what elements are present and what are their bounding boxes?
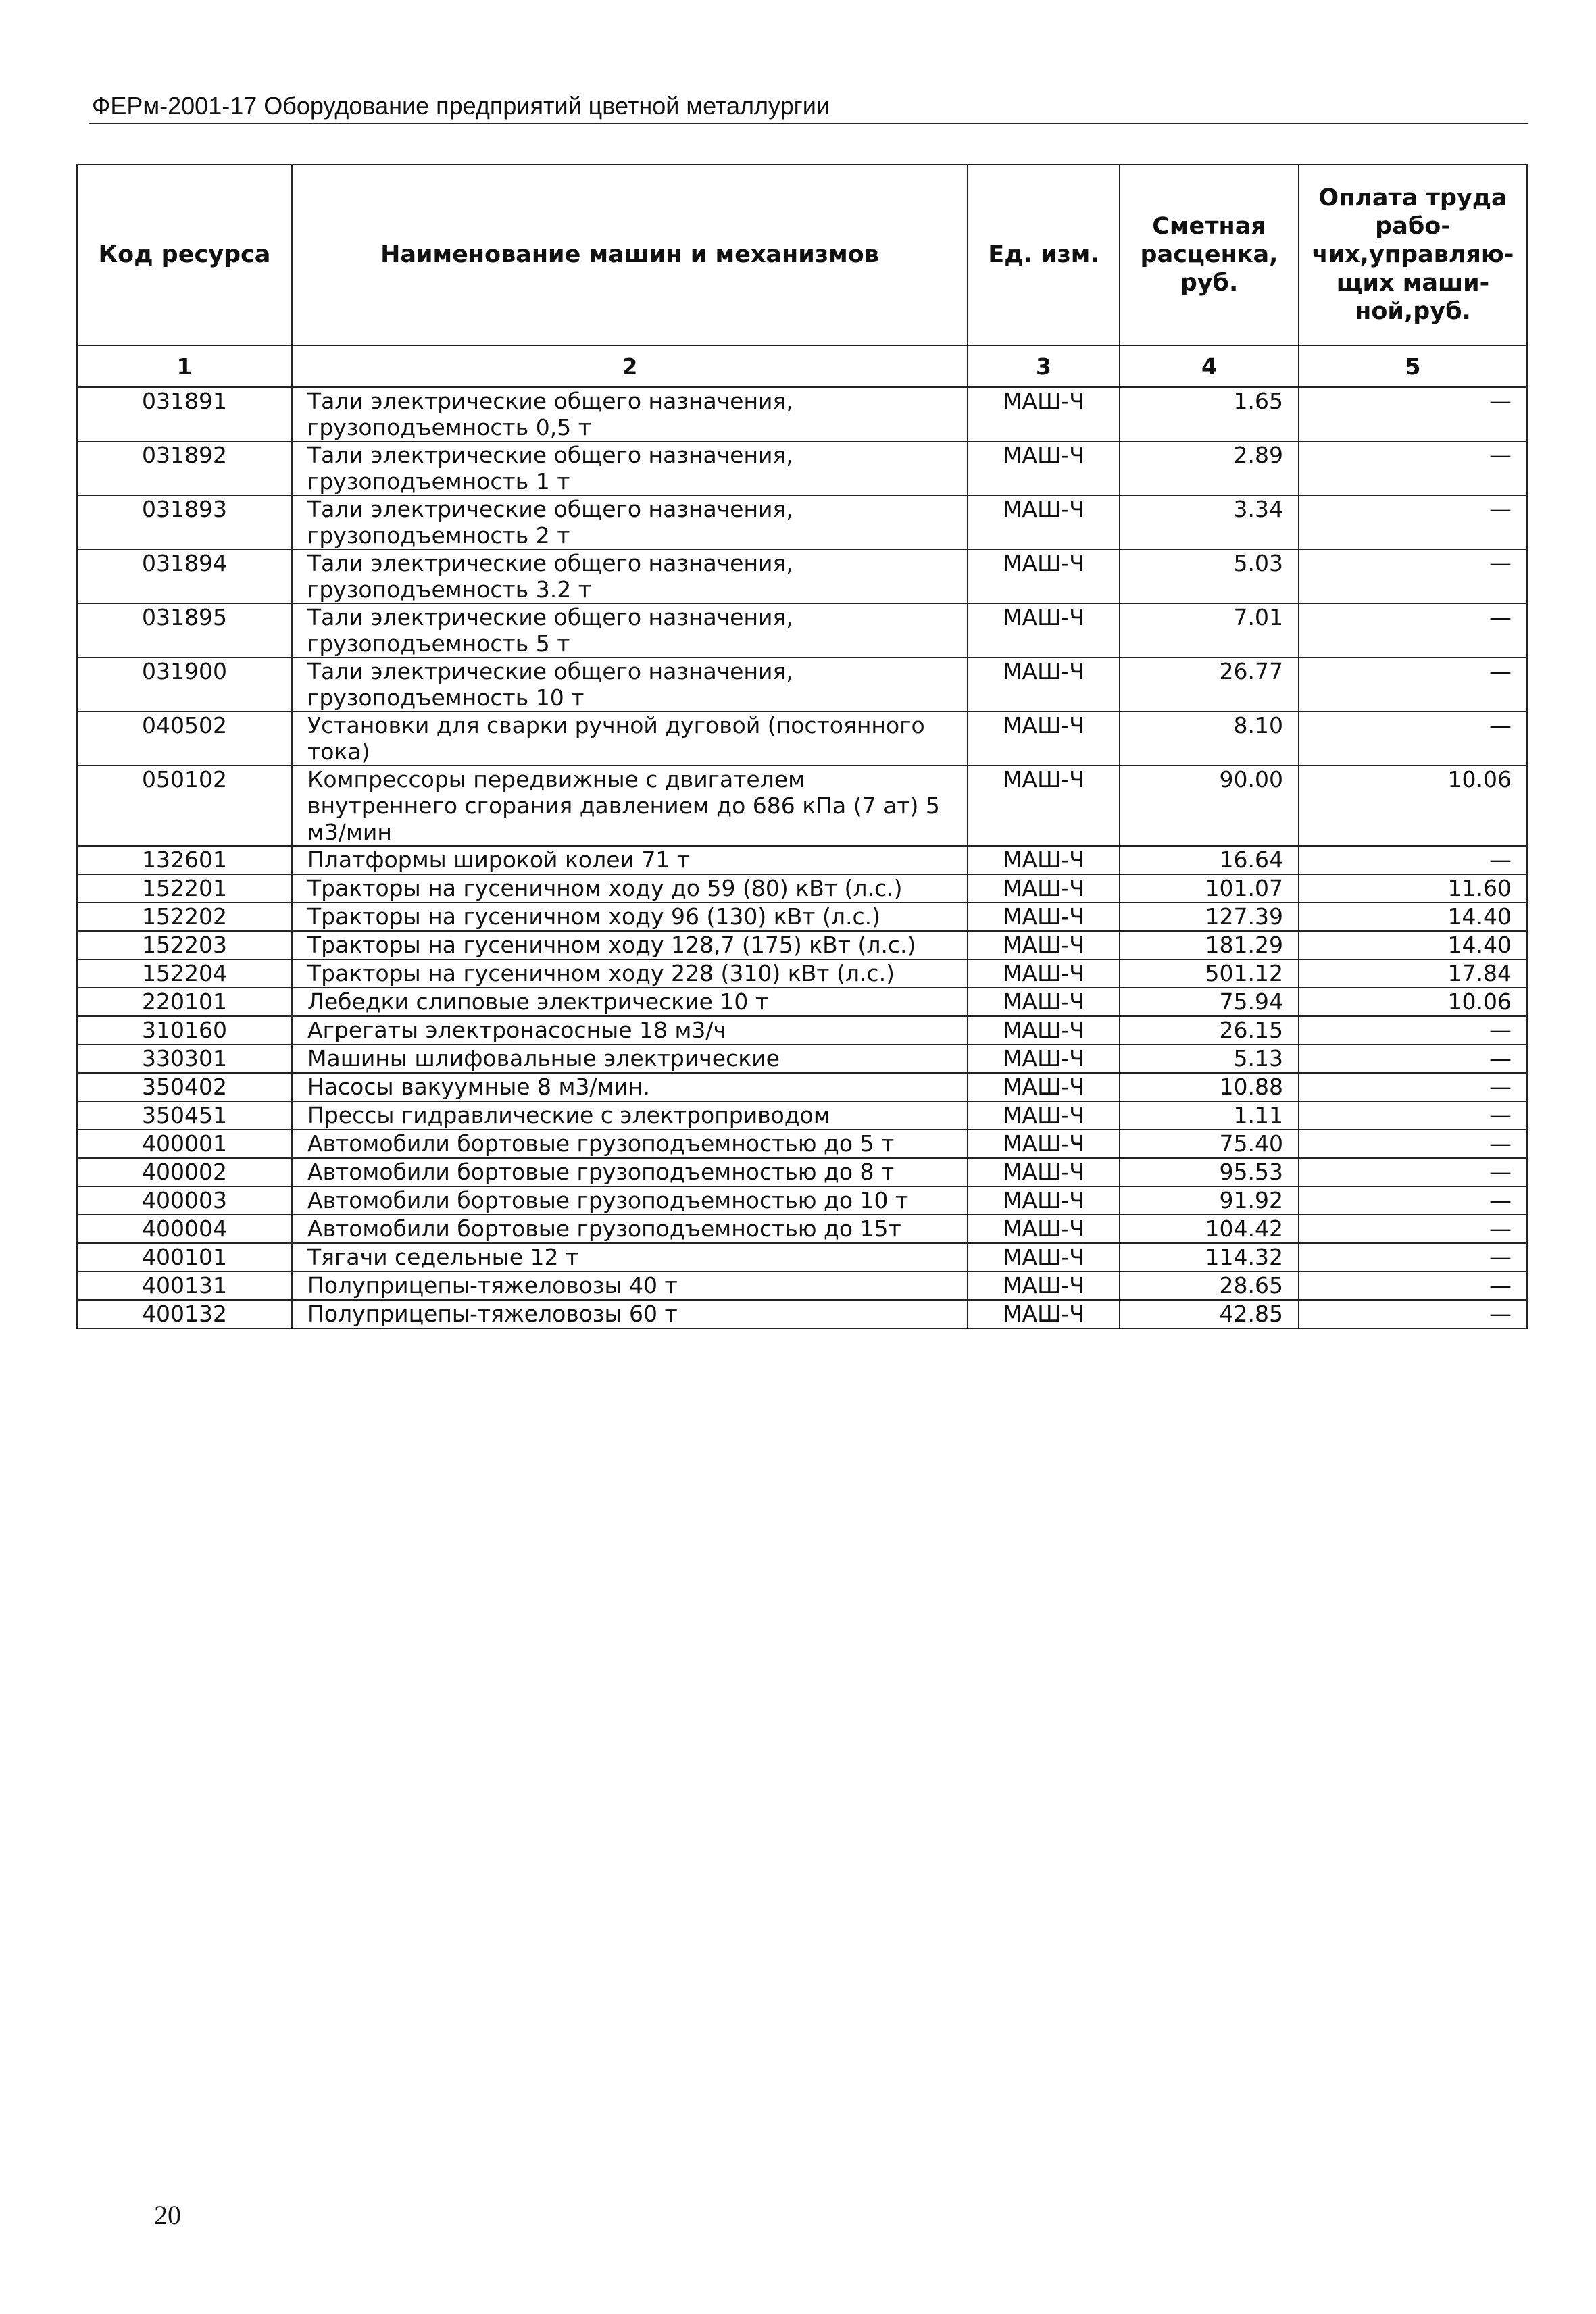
table-row bbox=[77, 846, 1527, 874]
resource-code-cell: 220101 bbox=[77, 988, 292, 1016]
labor-pay-cell: 10.06 bbox=[1299, 765, 1527, 846]
unit-cell: МАШ-Ч bbox=[968, 1045, 1120, 1073]
unit-cell: МАШ-Ч bbox=[968, 765, 1120, 846]
column-number: 3 bbox=[968, 345, 1120, 387]
unit-cell: МАШ-Ч bbox=[968, 549, 1120, 603]
labor-pay-cell: — bbox=[1299, 495, 1527, 549]
machine-name-cell: Установки для сварки ручной дуговой (постоянного тока) bbox=[292, 711, 968, 765]
machine-name-cell: Агрегаты электронасосные 18 м3/ч bbox=[292, 1016, 968, 1045]
table-row bbox=[77, 387, 1527, 441]
resource-code-cell: 031895 bbox=[77, 603, 292, 657]
unit-cell: МАШ-Ч bbox=[968, 603, 1120, 657]
table-row bbox=[77, 903, 1527, 931]
machine-name-cell: Автомобили бортовые грузоподъемностью до 8 т bbox=[292, 1158, 968, 1186]
price-cell: 91.92 bbox=[1120, 1186, 1299, 1215]
labor-pay-cell: — bbox=[1299, 1073, 1527, 1101]
table-row bbox=[77, 988, 1527, 1016]
machine-name-cell: Тали электрические общего назначения, грузоподъемность 10 т bbox=[292, 657, 968, 711]
table-row bbox=[77, 1300, 1527, 1328]
unit-cell: МАШ-Ч bbox=[968, 657, 1120, 711]
table-row bbox=[77, 603, 1527, 657]
table-row bbox=[77, 1272, 1527, 1300]
labor-pay-cell: 10.06 bbox=[1299, 988, 1527, 1016]
machine-name-cell: Тракторы на гусеничном ходу 128,7 (175) кВт (л.с.) bbox=[292, 931, 968, 959]
price-cell: 28.65 bbox=[1120, 1272, 1299, 1300]
column-number: 1 bbox=[77, 345, 292, 387]
machine-name-cell: Тали электрические общего назначения, грузоподъемность 0,5 т bbox=[292, 387, 968, 441]
unit-cell: МАШ-Ч bbox=[968, 1101, 1120, 1130]
price-cell: 114.32 bbox=[1120, 1243, 1299, 1272]
machine-name-cell: Автомобили бортовые грузоподъемностью до 15т bbox=[292, 1215, 968, 1243]
machine-name-cell: Машины шлифовальные электрические bbox=[292, 1045, 968, 1073]
machine-name-cell: Насосы вакуумные 8 м3/мин. bbox=[292, 1073, 968, 1101]
price-cell: 1.65 bbox=[1120, 387, 1299, 441]
table-row bbox=[77, 1101, 1527, 1130]
resource-code-cell: 400002 bbox=[77, 1158, 292, 1186]
table-row bbox=[77, 495, 1527, 549]
labor-pay-cell: — bbox=[1299, 441, 1527, 495]
price-cell: 75.40 bbox=[1120, 1130, 1299, 1158]
table-row bbox=[77, 1215, 1527, 1243]
document-title: ФЕРм-2001-17 Оборудование предприятий цветной металлургии bbox=[92, 92, 830, 120]
unit-cell: МАШ-Ч bbox=[968, 387, 1120, 441]
column-number-row bbox=[77, 345, 1527, 387]
column-number: 4 bbox=[1120, 345, 1299, 387]
labor-pay-cell: 14.40 bbox=[1299, 903, 1527, 931]
machine-name-cell: Прессы гидравлические с электроприводом bbox=[292, 1101, 968, 1130]
price-cell: 16.64 bbox=[1120, 846, 1299, 874]
machine-name-cell: Автомобили бортовые грузоподъемностью до 5 т bbox=[292, 1130, 968, 1158]
unit-cell: МАШ-Ч bbox=[968, 846, 1120, 874]
unit-cell: МАШ-Ч bbox=[968, 988, 1120, 1016]
column-header-code: Код ресурса bbox=[77, 164, 292, 345]
machine-name-cell: Тракторы на гусеничном ходу 228 (310) кВт (л.с.) bbox=[292, 959, 968, 988]
column-number: 2 bbox=[292, 345, 968, 387]
resource-code-cell: 400001 bbox=[77, 1130, 292, 1158]
machine-name-cell: Автомобили бортовые грузоподъемностью до 10 т bbox=[292, 1186, 968, 1215]
resource-code-cell: 152204 bbox=[77, 959, 292, 988]
unit-cell: МАШ-Ч bbox=[968, 959, 1120, 988]
table-header-row bbox=[77, 164, 1527, 345]
labor-pay-cell: — bbox=[1299, 1215, 1527, 1243]
price-cell: 26.77 bbox=[1120, 657, 1299, 711]
resource-code-cell: 400101 bbox=[77, 1243, 292, 1272]
unit-cell: МАШ-Ч bbox=[968, 1016, 1120, 1045]
table-row bbox=[77, 1073, 1527, 1101]
price-cell: 1.11 bbox=[1120, 1101, 1299, 1130]
price-cell: 104.42 bbox=[1120, 1215, 1299, 1243]
labor-pay-cell: 17.84 bbox=[1299, 959, 1527, 988]
unit-cell: МАШ-Ч bbox=[968, 903, 1120, 931]
unit-cell: МАШ-Ч bbox=[968, 1130, 1120, 1158]
price-cell: 10.88 bbox=[1120, 1073, 1299, 1101]
resource-code-cell: 400003 bbox=[77, 1186, 292, 1215]
resource-code-cell: 031891 bbox=[77, 387, 292, 441]
price-cell: 42.85 bbox=[1120, 1300, 1299, 1328]
resource-code-cell: 050102 bbox=[77, 765, 292, 846]
table-row bbox=[77, 1130, 1527, 1158]
labor-pay-cell: — bbox=[1299, 1186, 1527, 1215]
unit-cell: МАШ-Ч bbox=[968, 874, 1120, 903]
price-cell: 101.07 bbox=[1120, 874, 1299, 903]
resource-code-cell: 040502 bbox=[77, 711, 292, 765]
resource-code-cell: 330301 bbox=[77, 1045, 292, 1073]
labor-pay-cell: — bbox=[1299, 603, 1527, 657]
table-row bbox=[77, 1186, 1527, 1215]
labor-pay-cell: — bbox=[1299, 657, 1527, 711]
labor-pay-cell: — bbox=[1299, 549, 1527, 603]
resource-code-cell: 031893 bbox=[77, 495, 292, 549]
resource-code-cell: 031894 bbox=[77, 549, 292, 603]
table-row bbox=[77, 1016, 1527, 1045]
machine-name-cell: Тягачи седельные 12 т bbox=[292, 1243, 968, 1272]
labor-pay-cell: — bbox=[1299, 387, 1527, 441]
table-row bbox=[77, 711, 1527, 765]
machine-name-cell: Платформы широкой колеи 71 т bbox=[292, 846, 968, 874]
table-row bbox=[77, 1045, 1527, 1073]
price-cell: 3.34 bbox=[1120, 495, 1299, 549]
unit-cell: МАШ-Ч bbox=[968, 1186, 1120, 1215]
price-cell: 8.10 bbox=[1120, 711, 1299, 765]
price-cell: 90.00 bbox=[1120, 765, 1299, 846]
labor-pay-cell: — bbox=[1299, 1045, 1527, 1073]
page-number: 20 bbox=[154, 2200, 181, 2230]
resource-code-cell: 400131 bbox=[77, 1272, 292, 1300]
machines-table bbox=[76, 164, 1528, 1329]
resource-code-cell: 350402 bbox=[77, 1073, 292, 1101]
labor-pay-cell: — bbox=[1299, 1300, 1527, 1328]
table-row bbox=[77, 657, 1527, 711]
table-row bbox=[77, 765, 1527, 846]
unit-cell: МАШ-Ч bbox=[968, 1215, 1120, 1243]
resource-code-cell: 152201 bbox=[77, 874, 292, 903]
labor-pay-cell: — bbox=[1299, 711, 1527, 765]
labor-pay-cell: 14.40 bbox=[1299, 931, 1527, 959]
table-row bbox=[77, 441, 1527, 495]
resource-code-cell: 400132 bbox=[77, 1300, 292, 1328]
machine-name-cell: Полуприцепы-тяжеловозы 40 т bbox=[292, 1272, 968, 1300]
column-number: 5 bbox=[1299, 345, 1527, 387]
machine-name-cell: Тракторы на гусеничном ходу 96 (130) кВт (л.с.) bbox=[292, 903, 968, 931]
unit-cell: МАШ-Ч bbox=[968, 711, 1120, 765]
column-header-unit: Ед. изм. bbox=[968, 164, 1120, 345]
unit-cell: МАШ-Ч bbox=[968, 1272, 1120, 1300]
table-row bbox=[77, 874, 1527, 903]
price-cell: 2.89 bbox=[1120, 441, 1299, 495]
resource-code-cell: 031892 bbox=[77, 441, 292, 495]
unit-cell: МАШ-Ч bbox=[968, 495, 1120, 549]
table-row bbox=[77, 931, 1527, 959]
table-row bbox=[77, 959, 1527, 988]
unit-cell: МАШ-Ч bbox=[968, 1073, 1120, 1101]
resource-code-cell: 400004 bbox=[77, 1215, 292, 1243]
price-cell: 127.39 bbox=[1120, 903, 1299, 931]
machine-name-cell: Тали электрические общего назначения, грузоподъемность 3.2 т bbox=[292, 549, 968, 603]
machine-name-cell: Тракторы на гусеничном ходу до 59 (80) кВт (л.с.) bbox=[292, 874, 968, 903]
machine-name-cell: Тали электрические общего назначения, грузоподъемность 2 т bbox=[292, 495, 968, 549]
price-cell: 26.15 bbox=[1120, 1016, 1299, 1045]
unit-cell: МАШ-Ч bbox=[968, 1158, 1120, 1186]
price-cell: 5.13 bbox=[1120, 1045, 1299, 1073]
labor-pay-cell: — bbox=[1299, 1101, 1527, 1130]
machine-name-cell: Лебедки слиповые электрические 10 т bbox=[292, 988, 968, 1016]
price-cell: 501.12 bbox=[1120, 959, 1299, 988]
machine-name-cell: Тали электрические общего назначения, грузоподъемность 1 т bbox=[292, 441, 968, 495]
machine-name-cell: Полуприцепы-тяжеловозы 60 т bbox=[292, 1300, 968, 1328]
labor-pay-cell: — bbox=[1299, 1130, 1527, 1158]
price-cell: 181.29 bbox=[1120, 931, 1299, 959]
unit-cell: МАШ-Ч bbox=[968, 931, 1120, 959]
price-cell: 7.01 bbox=[1120, 603, 1299, 657]
unit-cell: МАШ-Ч bbox=[968, 1300, 1120, 1328]
labor-pay-cell: 11.60 bbox=[1299, 874, 1527, 903]
column-header-pay: Оплата труда рабо-чих,управляю-щих маши-ной,руб. bbox=[1299, 164, 1527, 345]
resource-code-cell: 310160 bbox=[77, 1016, 292, 1045]
page-header bbox=[89, 86, 1528, 124]
price-cell: 5.03 bbox=[1120, 549, 1299, 603]
table-row bbox=[77, 549, 1527, 603]
resource-code-cell: 152202 bbox=[77, 903, 292, 931]
resource-code-cell: 031900 bbox=[77, 657, 292, 711]
unit-cell: МАШ-Ч bbox=[968, 441, 1120, 495]
machine-name-cell: Тали электрические общего назначения, грузоподъемность 5 т bbox=[292, 603, 968, 657]
labor-pay-cell: — bbox=[1299, 1243, 1527, 1272]
resource-code-cell: 132601 bbox=[77, 846, 292, 874]
price-cell: 95.53 bbox=[1120, 1158, 1299, 1186]
resource-code-cell: 350451 bbox=[77, 1101, 292, 1130]
machine-name-cell: Компрессоры передвижные с двигателем внутреннего сгорания давлением до 686 кПа (7 ат) 5 м3/мин bbox=[292, 765, 968, 846]
labor-pay-cell: — bbox=[1299, 1272, 1527, 1300]
labor-pay-cell: — bbox=[1299, 1158, 1527, 1186]
labor-pay-cell: — bbox=[1299, 846, 1527, 874]
unit-cell: МАШ-Ч bbox=[968, 1243, 1120, 1272]
resource-code-cell: 152203 bbox=[77, 931, 292, 959]
table-row bbox=[77, 1158, 1527, 1186]
table-body bbox=[77, 387, 1527, 1328]
price-cell: 75.94 bbox=[1120, 988, 1299, 1016]
table-row bbox=[77, 1243, 1527, 1272]
labor-pay-cell: — bbox=[1299, 1016, 1527, 1045]
column-header-price: Сметная расценка, руб. bbox=[1120, 164, 1299, 345]
column-header-name: Наименование машин и механизмов bbox=[292, 164, 968, 345]
